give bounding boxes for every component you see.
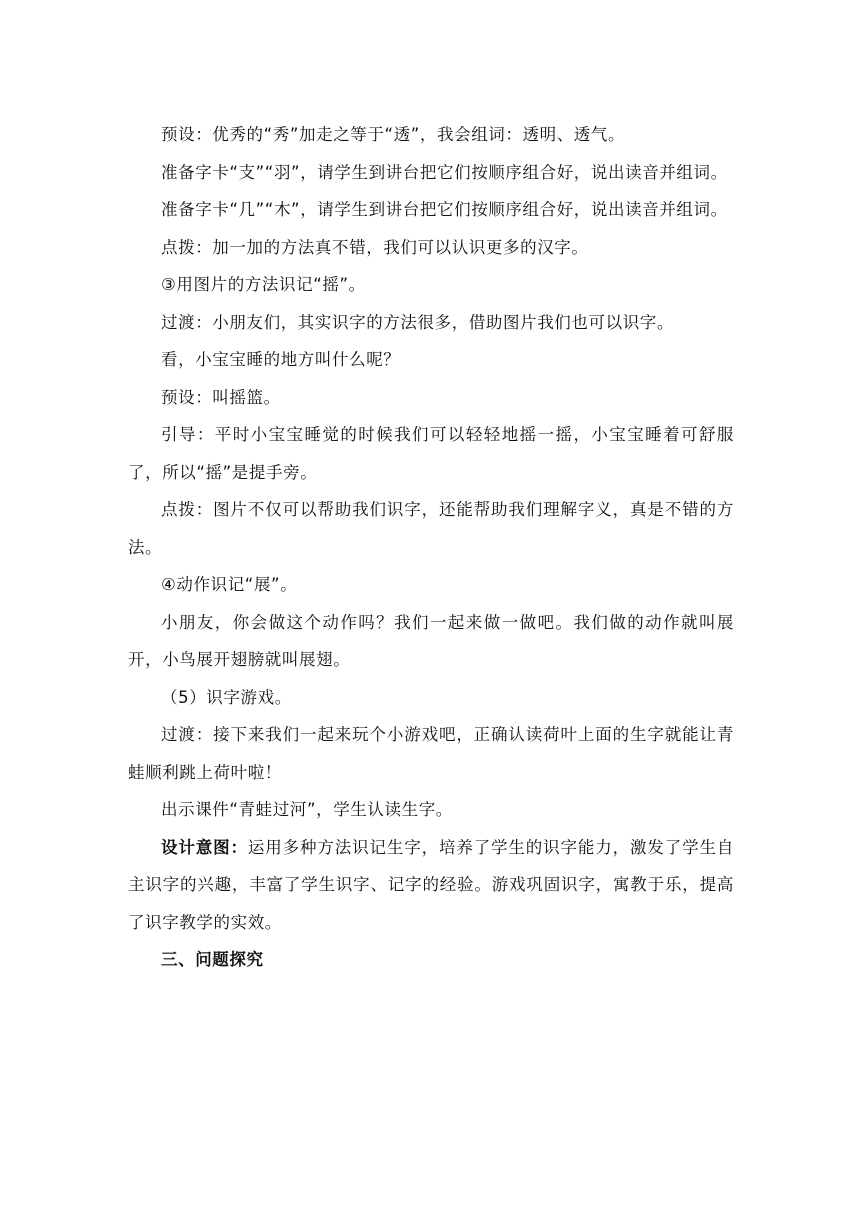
paragraph-courseware: 出示课件“青蛙过河”，学生认读生字。 [161,800,453,819]
paragraph-transition-picture: 过渡：小朋友们，其实识字的方法很多，借助图片我们也可以识字。 [161,312,674,332]
paragraph-tip-add: 点拨：加一加的方法真不错，我们可以认识更多的汉字。 [161,237,589,257]
paragraph-tip-picture: 点拨：图片不仅可以帮助我们识字，还能帮助我们理解字义，真是不错的方法。 [128,500,734,557]
paragraph-preset-cradle: 预设：叫摇篮。 [161,387,281,407]
paragraph-transition-game: 过渡：接下来我们一起来玩个小游戏吧，正确认读荷叶上面的生字就能让青蛙顺利跳上荷叶啦！ [128,725,734,782]
document-body [128,116,734,979]
design-intent-label: 设计意图： [161,837,248,857]
paragraph-preset-tou: 预设：优秀的“秀”加走之等于“透”，我会组词：透明、透气。 [161,125,626,144]
paragraph-action-spread: 小朋友，你会做这个动作吗？我们一起来做一做吧。我们做的动作就叫展开，小鸟展开翅膀就叫展翅。 [128,612,734,669]
paragraph-game-title: （5）识字游戏。 [161,687,292,707]
paragraph-design-intent [128,829,734,942]
paragraph-card-ji-mu: 准备字卡“几”“木”，请学生到讲台把它们按顺序组合好，说出读音并组词。 [161,200,728,219]
design-intent-text: 运用多种方法识记生字，培养了学生的识字能力，激发了学生自主识字的兴趣，丰富了学生识字、记字的经验。游戏巩固识字，寓教于乐，提高了识字教学的实效。 [128,837,734,932]
paragraph-question-baby: 看，小宝宝睡的地方叫什么呢？ [161,350,401,369]
section-heading: 三、问题探究 [161,950,264,969]
paragraph-picture-method: ③用图片的方法识记“摇”。 [161,275,366,294]
paragraph-guide-rock: 引导：平时小宝宝睡觉的时候我们可以轻轻地摇一摇，小宝宝睡着可舒服了，所以“摇”是提手旁。 [128,425,734,482]
paragraph-card-zhi-yu: 准备字卡“支”“羽”，请学生到讲台把它们按顺序组合好，说出读音并组词。 [161,162,728,182]
paragraph-action-method: ④动作识记“展”。 [161,575,298,594]
